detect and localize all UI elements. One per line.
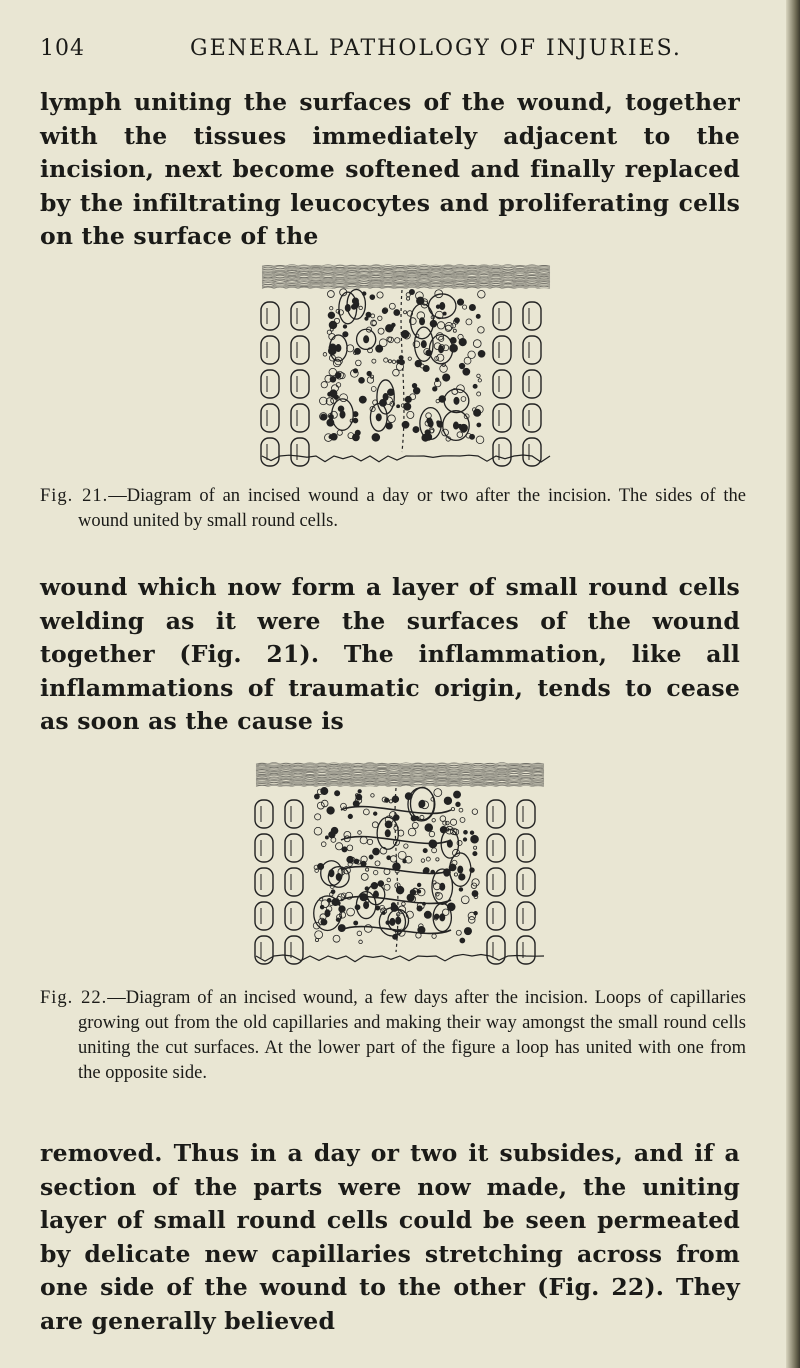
figure-21-caption-text: —Diagram of an incised wound a day or two after the incision. The sides of the wound united by small round cells. xyxy=(78,486,746,531)
running-title: GENERAL PATHOLOGY OF INJURIES. xyxy=(190,36,682,61)
figure-21-caption xyxy=(40,484,746,534)
paragraph-1: lymph uniting the surfaces of the wound, together with the tissues immediately adjacent to the incision, next become softened and finally replaced by the infiltrating leucocytes and proliferating cells on the surface of the xyxy=(40,88,740,250)
figure-21-label: Fig. 21. xyxy=(40,486,109,506)
page-edge xyxy=(786,0,800,1368)
figure-22-caption xyxy=(40,986,746,1086)
page-number: 104 xyxy=(40,36,85,61)
paragraph-3: removed. Thus in a day or two it subsides, and if a section of the parts were now made, the uniting layer of small round cells could be seen permeated by delicate new capillaries stretching across from one side of the wound to the other (Fig. 22). They are generally believed xyxy=(40,1139,740,1335)
figure-22-illustration xyxy=(246,760,552,972)
figure-21-illustration xyxy=(252,262,552,472)
figure-22-label: Fig. 22. xyxy=(40,988,108,1008)
figure-22-caption-text: —Diagram of an incised wound, a few days after the incision. Loops of capillaries growing out from the old capillaries and making their way amongst the small round cells uniting the cut surfaces. At the lower part of the figure a loop has united with one from the opposite side. xyxy=(78,988,747,1083)
paragraph-2: wound which now form a layer of small round cells welding as it were the surfaces of the wound together (Fig. 21). The inflammation, like all inflammations of traumatic origin, tends to cease as soon as the cause is xyxy=(40,573,740,735)
page-header xyxy=(40,36,760,64)
